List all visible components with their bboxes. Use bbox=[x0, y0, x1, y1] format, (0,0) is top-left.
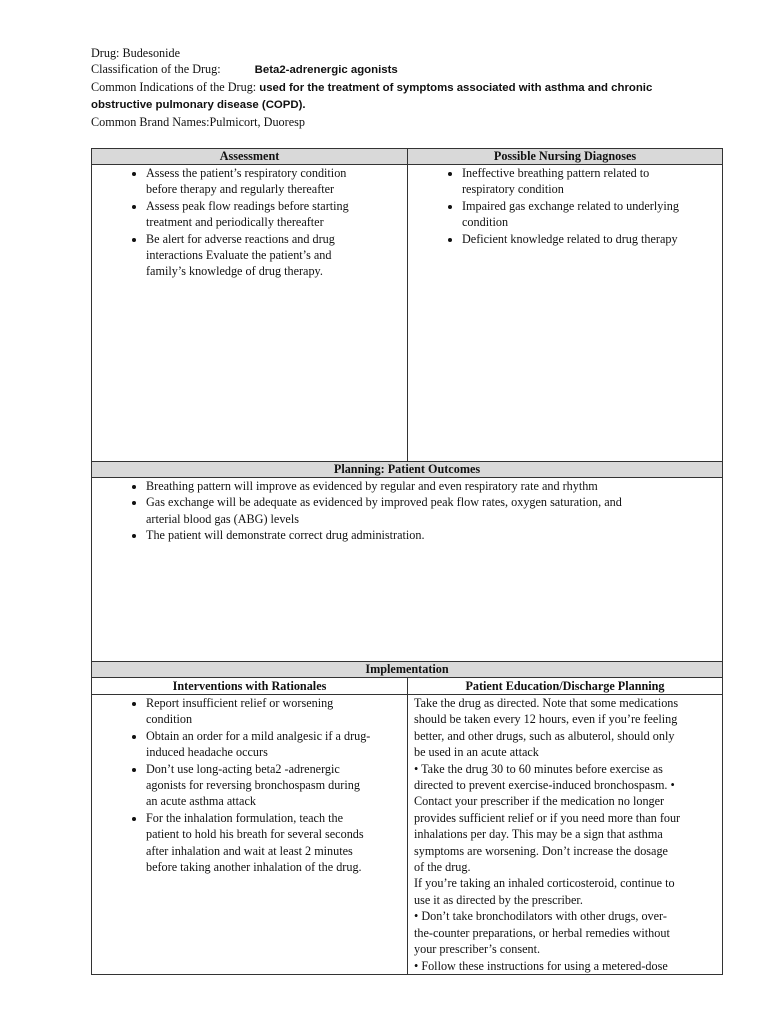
education-line: Take the drug as directed. Note that some medications bbox=[414, 696, 679, 710]
planning-cell bbox=[92, 478, 723, 662]
list-item bbox=[462, 165, 718, 198]
indications-value: used for the treatment of symptoms associated with asthma and chronic bbox=[259, 81, 653, 94]
list-item-line: Assess peak flow readings before starting bbox=[146, 198, 349, 213]
education-line: be used in an acute attack bbox=[414, 745, 539, 760]
interventions-heading: Interventions with Rationales bbox=[92, 678, 408, 695]
list-item-line: Don’t use long-acting beta2 -adrenergic bbox=[146, 761, 340, 776]
planning-heading: Planning: Patient Outcomes bbox=[92, 462, 723, 478]
list-item bbox=[146, 810, 403, 876]
brand-line bbox=[91, 114, 731, 130]
drug-label: Drug: bbox=[91, 46, 120, 60]
list-item-line: Assess the patient’s respiratory condition bbox=[146, 166, 347, 180]
list-item-line: treatment and periodically thereafter bbox=[146, 215, 324, 230]
indications-line bbox=[91, 79, 731, 96]
education-text bbox=[414, 695, 718, 974]
education-heading: Patient Education/Discharge Planning bbox=[408, 678, 723, 695]
education-line: of the drug. bbox=[414, 860, 471, 875]
education-line: If you’re taking an inhaled corticosteroid, continue to bbox=[414, 876, 675, 891]
education-line: better, and other drugs, such as albuterol, should only bbox=[414, 728, 675, 743]
list-item bbox=[146, 165, 403, 198]
list-item-line: Impaired gas exchange related to underlying bbox=[462, 198, 679, 213]
indications-line-2 bbox=[91, 96, 731, 113]
education-cell bbox=[408, 695, 723, 975]
list-item-line: Breathing pattern will improve as evidenced by regular and even respiratory rate and rhythm bbox=[146, 479, 598, 493]
list-item-line: condition bbox=[462, 215, 509, 230]
list-item bbox=[146, 695, 403, 728]
list-item bbox=[146, 494, 718, 527]
list-item-line: Be alert for adverse reactions and drug bbox=[146, 231, 335, 246]
education-line: inhalations per day. This may be a sign that asthma bbox=[414, 827, 663, 842]
list-item-line: before taking another inhalation of the drug. bbox=[146, 860, 362, 875]
list-item-line: agonists for reversing bronchospasm during bbox=[146, 778, 360, 793]
list-item-line: induced headache occurs bbox=[146, 745, 268, 760]
education-line: Contact your prescriber if the medication no longer bbox=[414, 794, 665, 809]
education-line: provides sufficient relief or if you need more than four bbox=[414, 810, 681, 825]
list-item-line: Deficient knowledge related to drug therapy bbox=[462, 231, 678, 246]
interventions-list bbox=[96, 695, 403, 875]
list-item-line: after inhalation and wait at least 2 minutes bbox=[146, 843, 353, 858]
assessment-cell bbox=[92, 165, 408, 462]
brand-label: Common Brand Names: bbox=[91, 114, 210, 129]
list-item bbox=[462, 231, 718, 247]
diagnoses-list bbox=[412, 165, 718, 247]
drug-header bbox=[91, 45, 731, 130]
education-line: directed to prevent exercise-induced bronchospasm. • bbox=[414, 778, 675, 793]
list-item-line: Gas exchange will be adequate as evidenced by improved peak flow rates, oxygen saturation, and bbox=[146, 495, 622, 510]
education-line: should be taken every 12 hours, even if you’re feeling bbox=[414, 712, 678, 727]
education-line: • Don’t take bronchodilators with other drugs, over- bbox=[414, 909, 667, 924]
indications-label: Common Indications of the Drug: bbox=[91, 79, 257, 94]
list-item bbox=[462, 198, 718, 231]
list-item bbox=[146, 527, 718, 543]
list-item-line: respiratory condition bbox=[462, 182, 564, 197]
classification-line bbox=[91, 61, 731, 78]
list-item-line: interactions Evaluate the patient’s and bbox=[146, 248, 332, 263]
assessment-table bbox=[91, 148, 723, 975]
list-item-line: condition bbox=[146, 712, 193, 727]
indications-value-continued: obstructive pulmonary disease (COPD). bbox=[91, 99, 306, 112]
list-item bbox=[146, 761, 403, 810]
planning-list bbox=[96, 478, 718, 544]
education-line: • Follow these instructions for using a metered-dose bbox=[414, 958, 668, 973]
list-item bbox=[146, 728, 403, 761]
classification-value: Beta2-adrenergic agonists bbox=[254, 64, 398, 77]
list-item-line: Obtain an order for a mild analgesic if a drug- bbox=[146, 728, 371, 743]
drug-line bbox=[91, 45, 731, 61]
list-item-line: patient to hold his breath for several seconds bbox=[146, 827, 364, 842]
education-line: the-counter preparations, or herbal remedies without bbox=[414, 925, 670, 940]
education-line: symptoms are worsening. Don’t increase the dosage bbox=[414, 843, 668, 858]
list-item-line: Ineffective breathing pattern related to bbox=[462, 166, 650, 180]
list-item bbox=[146, 198, 403, 231]
diagnoses-cell bbox=[408, 165, 723, 462]
assessment-list bbox=[96, 165, 403, 280]
list-item-line: before therapy and regularly thereafter bbox=[146, 182, 335, 197]
list-item bbox=[146, 478, 718, 494]
classification-label: Classification of the Drug: bbox=[91, 62, 221, 77]
list-item-line: an acute asthma attack bbox=[146, 794, 256, 809]
diagnoses-heading: Possible Nursing Diagnoses bbox=[408, 149, 723, 165]
drug-name: Budesonide bbox=[122, 46, 181, 60]
list-item-line: Report insufficient relief or worsening bbox=[146, 696, 334, 710]
list-item bbox=[146, 231, 403, 280]
list-item-line: arterial blood gas (ABG) levels bbox=[146, 511, 299, 526]
implementation-heading: Implementation bbox=[92, 662, 723, 678]
assessment-heading: Assessment bbox=[92, 149, 408, 165]
education-line: • Take the drug 30 to 60 minutes before exercise as bbox=[414, 761, 663, 776]
list-item-line: family’s knowledge of drug therapy. bbox=[146, 264, 323, 279]
education-line: use it as directed by the prescriber. bbox=[414, 892, 583, 907]
list-item-line: For the inhalation formulation, teach the bbox=[146, 810, 343, 825]
brand-value: Pulmicort, Duoresp bbox=[209, 114, 305, 129]
list-item-line: The patient will demonstrate correct drug administration. bbox=[146, 528, 425, 543]
interventions-cell bbox=[92, 695, 408, 975]
education-line: your prescriber’s consent. bbox=[414, 942, 541, 957]
